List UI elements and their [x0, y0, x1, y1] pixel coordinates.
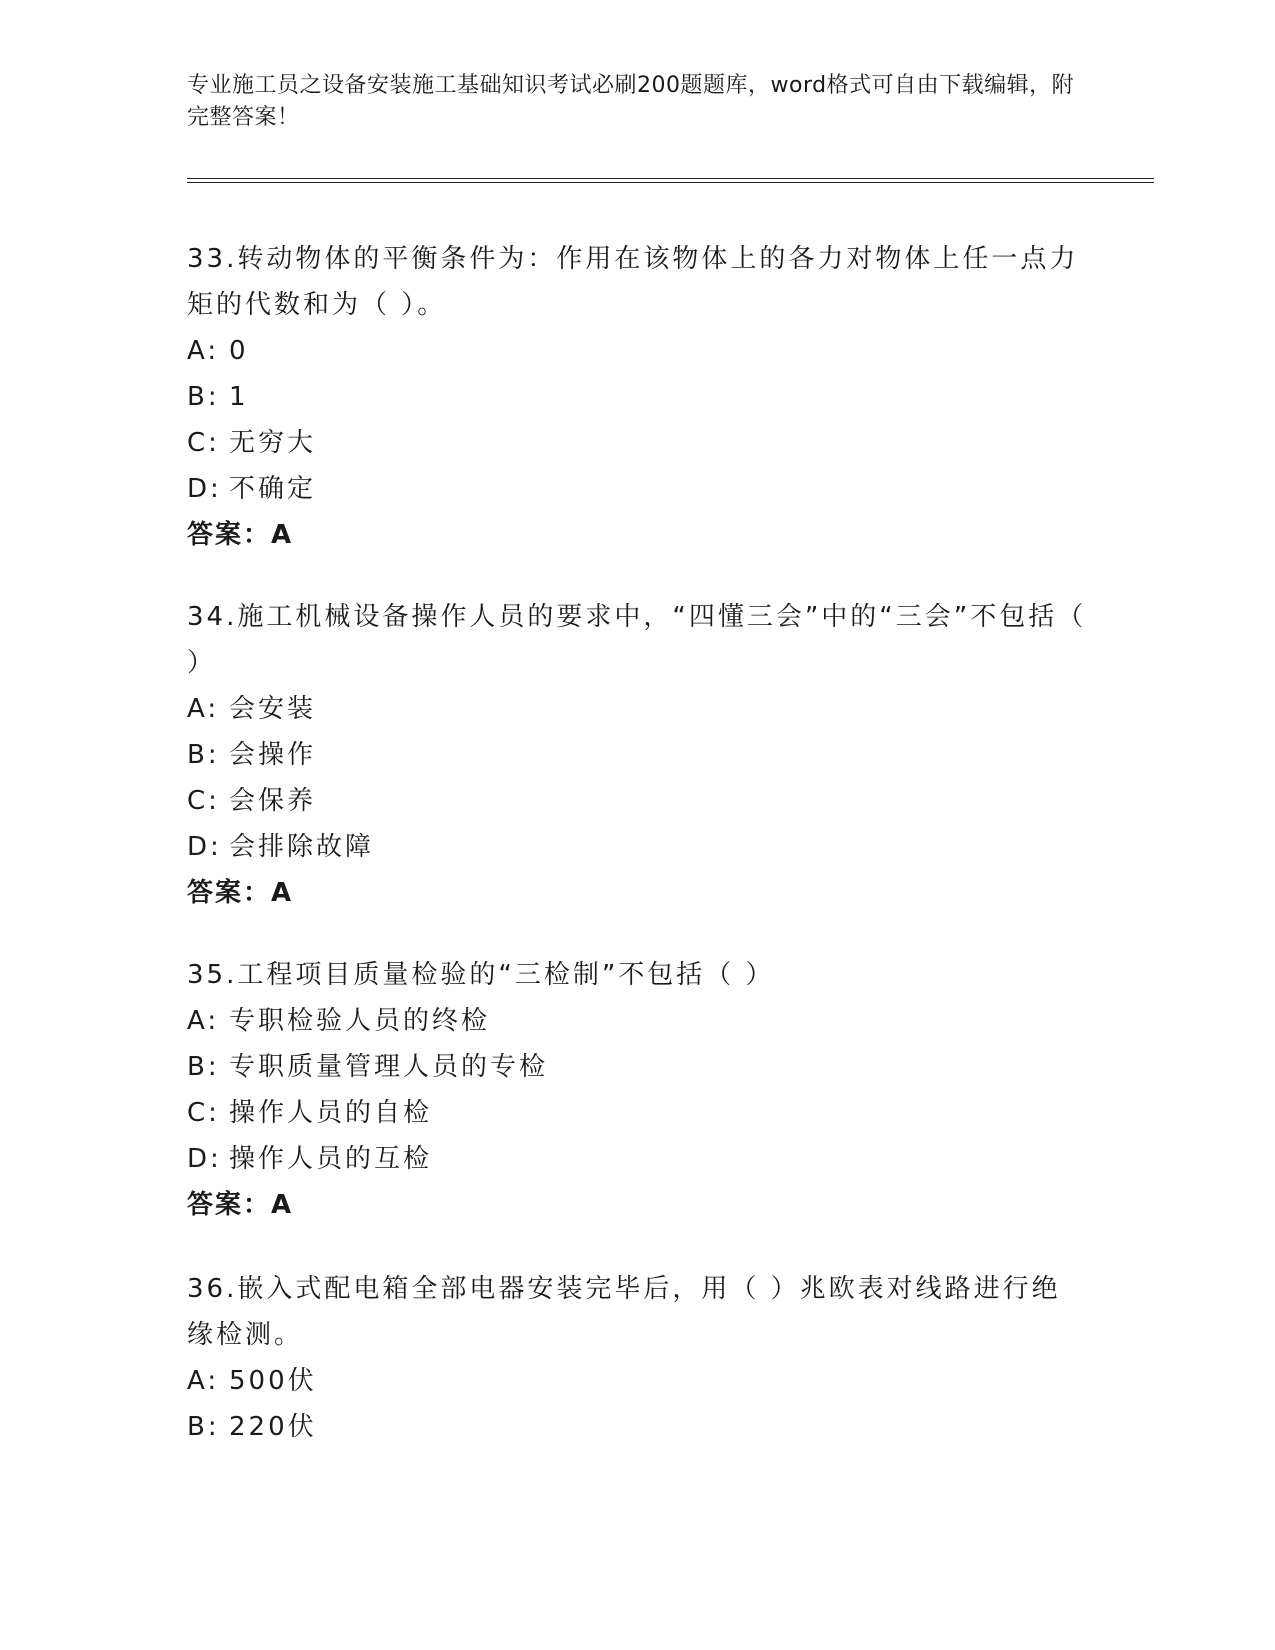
- option-a: [187, 1358, 1087, 1404]
- option-letter: B:: [187, 740, 220, 770]
- option-a: [187, 686, 1087, 732]
- option-letter: A:: [187, 694, 220, 724]
- option-d: [187, 824, 1087, 870]
- option-b: [187, 1044, 1087, 1090]
- option-text: 0: [229, 336, 249, 366]
- option-text: 操作人员的互检: [229, 1144, 433, 1174]
- option-letter: C:: [187, 428, 220, 458]
- option-letter: D:: [187, 1144, 222, 1174]
- option-text: 1: [229, 382, 249, 412]
- question-stem: 36.嵌入式配电箱全部电器安装完毕后，用（ ）兆欧表对线路进行绝缘检测。: [187, 1274, 1061, 1350]
- option-letter: D:: [187, 832, 222, 862]
- option-c: [187, 1090, 1087, 1136]
- question-stem: 33.转动物体的平衡条件为：作用在该物体上的各力对物体上任一点力矩的代数和为（ ）。: [187, 244, 1079, 320]
- option-d: [187, 1136, 1087, 1182]
- option-a: [187, 998, 1087, 1044]
- option-text: 专职质量管理人员的专检: [229, 1052, 549, 1082]
- option-c: [187, 778, 1087, 824]
- option-text: 无穷大: [229, 428, 317, 458]
- question-35: [187, 952, 1087, 1228]
- answer-label: 答案：A: [187, 878, 294, 908]
- question-33: [187, 236, 1087, 558]
- question-36: [187, 1266, 1087, 1450]
- answer-label: 答案：A: [187, 1190, 294, 1220]
- option-list: [187, 686, 1087, 870]
- option-b: [187, 1404, 1087, 1450]
- option-a: [187, 328, 1087, 374]
- option-letter: A:: [187, 1366, 220, 1396]
- option-text: 专职检验人员的终检: [229, 1006, 491, 1036]
- question-stem: 34.施工机械设备操作人员的要求中，“四懂三会”中的“三会”不包括（ ）: [187, 602, 1087, 678]
- option-text: 操作人员的自检: [229, 1098, 433, 1128]
- question-stem: 35.工程项目质量检验的“三检制”不包括（ ）: [187, 960, 775, 990]
- option-d: [187, 466, 1087, 512]
- document-header-title: 专业施工员之设备安装施工基础知识考试必刷200题题库，word格式可自由下载编辑，附完整答案！: [187, 73, 1075, 130]
- answer-label: 答案：A: [187, 520, 294, 550]
- option-text: 会排除故障: [229, 832, 375, 862]
- option-b: [187, 374, 1087, 420]
- header-double-rule: [187, 178, 1154, 183]
- option-c: [187, 420, 1087, 466]
- option-text: 会安装: [229, 694, 317, 724]
- option-text: 会保养: [229, 786, 317, 816]
- option-letter: B:: [187, 1052, 220, 1082]
- option-letter: A:: [187, 1006, 220, 1036]
- option-letter: C:: [187, 1098, 220, 1128]
- option-text: 500伏: [229, 1366, 317, 1396]
- option-letter: A:: [187, 336, 220, 366]
- question-34: [187, 594, 1087, 916]
- option-b: [187, 732, 1087, 778]
- option-text: 会操作: [229, 740, 317, 770]
- option-text: 不确定: [229, 474, 317, 504]
- option-letter: D:: [187, 474, 222, 504]
- option-text: 220伏: [229, 1412, 317, 1442]
- option-letter: B:: [187, 1412, 220, 1442]
- option-list: [187, 998, 1087, 1182]
- option-letter: B:: [187, 382, 220, 412]
- option-list: [187, 328, 1087, 512]
- option-letter: C:: [187, 786, 220, 816]
- option-list: [187, 1358, 1087, 1450]
